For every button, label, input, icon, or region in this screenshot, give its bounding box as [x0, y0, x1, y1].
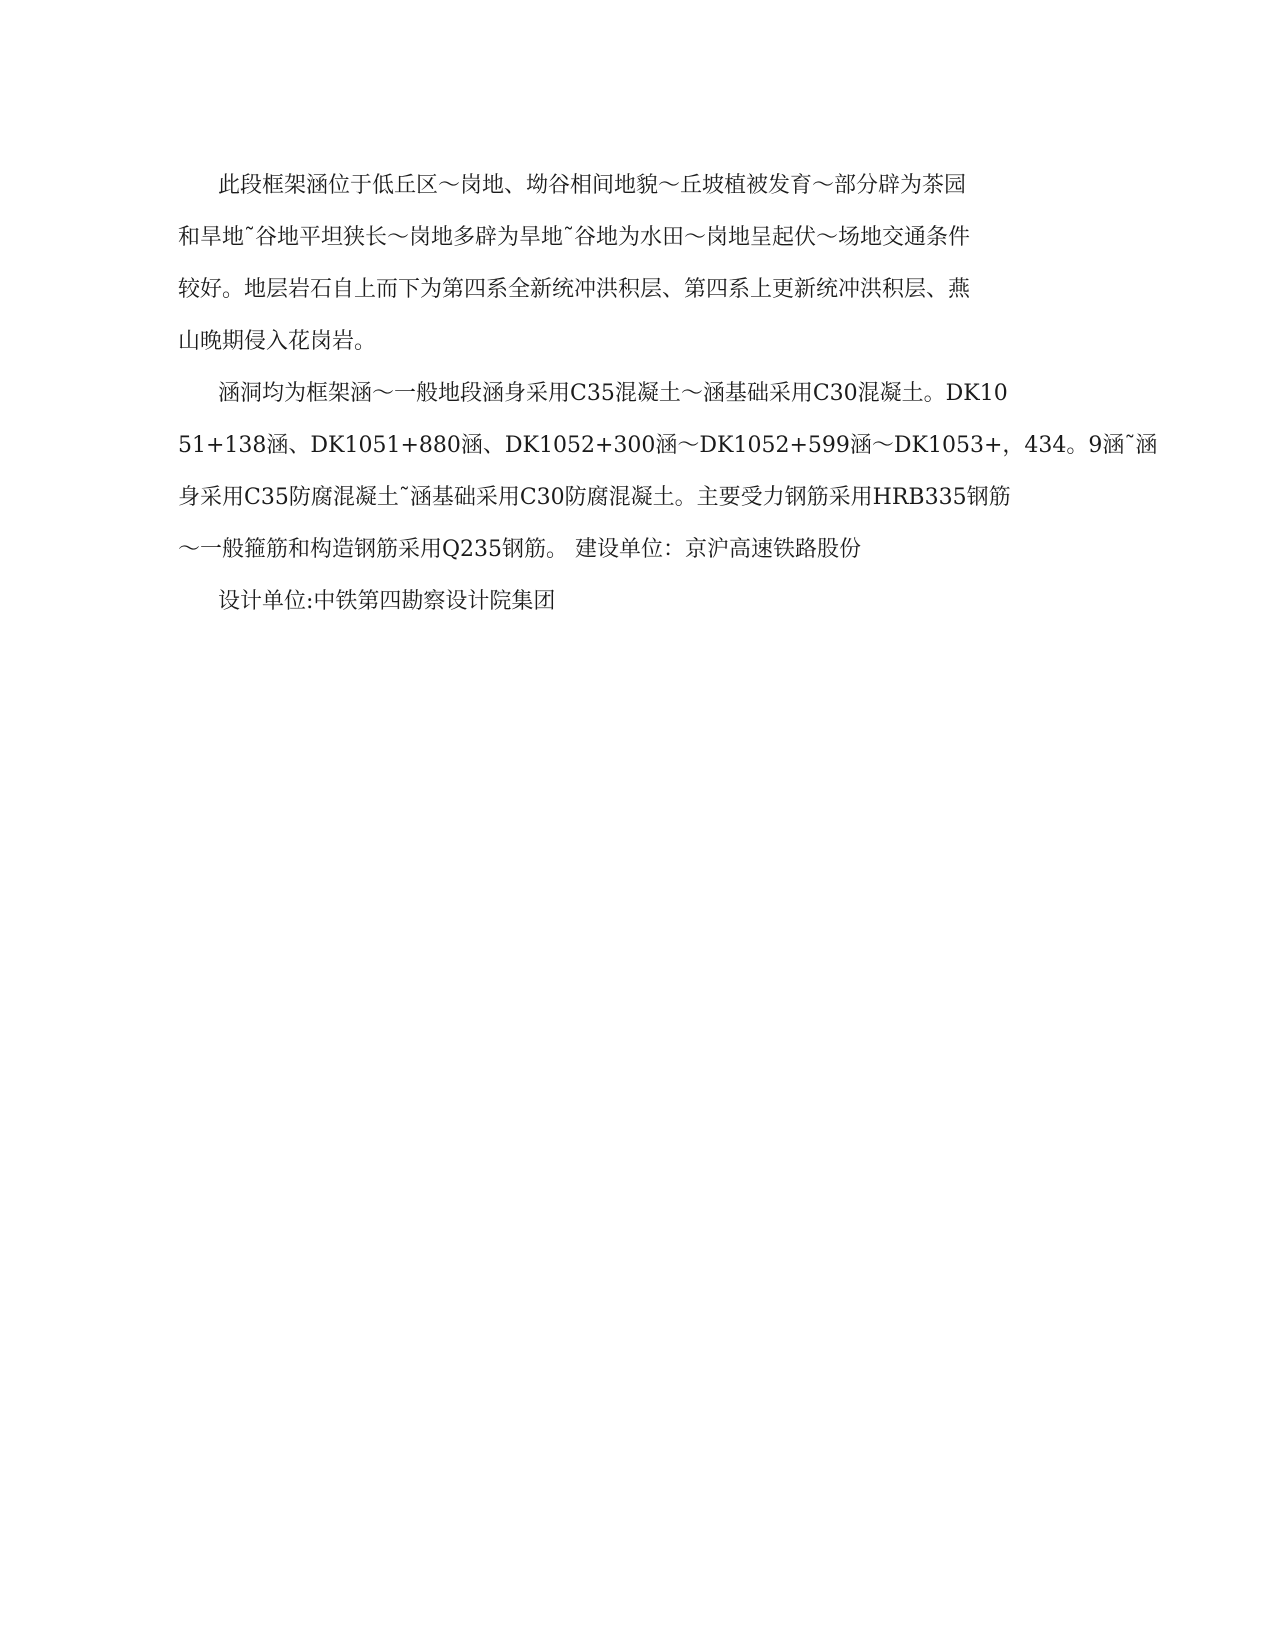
- text-line: 山晚期侵入花岗岩。: [178, 329, 377, 354]
- paragraph-design-unit: [178, 576, 1038, 628]
- text-line: 设计单位:中铁第四勘察设计院集团: [218, 589, 556, 614]
- document-body: [178, 160, 1158, 628]
- paragraph-terrain: [178, 160, 1038, 368]
- text-line: 较好。地层岩石自上而下为第四系全新统冲洪积层、第四系上更新统冲洪积层、燕: [178, 277, 971, 302]
- paragraph-culvert-spec: [178, 368, 1158, 576]
- text-line: 和旱地˜谷地平坦狭长～岗地多辟为旱地˜谷地为水田～岗地呈起伏～场地交通条件: [178, 225, 971, 250]
- text-line: ～一般箍筋和构造钢筋采用Q235钢筋。 建设单位：京沪高速铁路股份: [178, 537, 862, 562]
- text-line: 51+138涵、DK1051+880涵、DK1052+300涵～DK1052+599涵～DK1053+，434。9涵˜涵: [178, 433, 1158, 458]
- text-line: 此段框架涵位于低丘区～岗地、坳谷相间地貌～丘坡植被发育～部分辟为茶园: [218, 173, 967, 198]
- text-line: 涵洞均为框架涵～一般地段涵身采用C35混凝土～涵基础采用C30混凝土。DK10: [218, 381, 1008, 406]
- text-line: 身采用C35防腐混凝土˜涵基础采用C30防腐混凝土。主要受力钢筋采用HRB335钢筋: [178, 485, 1011, 510]
